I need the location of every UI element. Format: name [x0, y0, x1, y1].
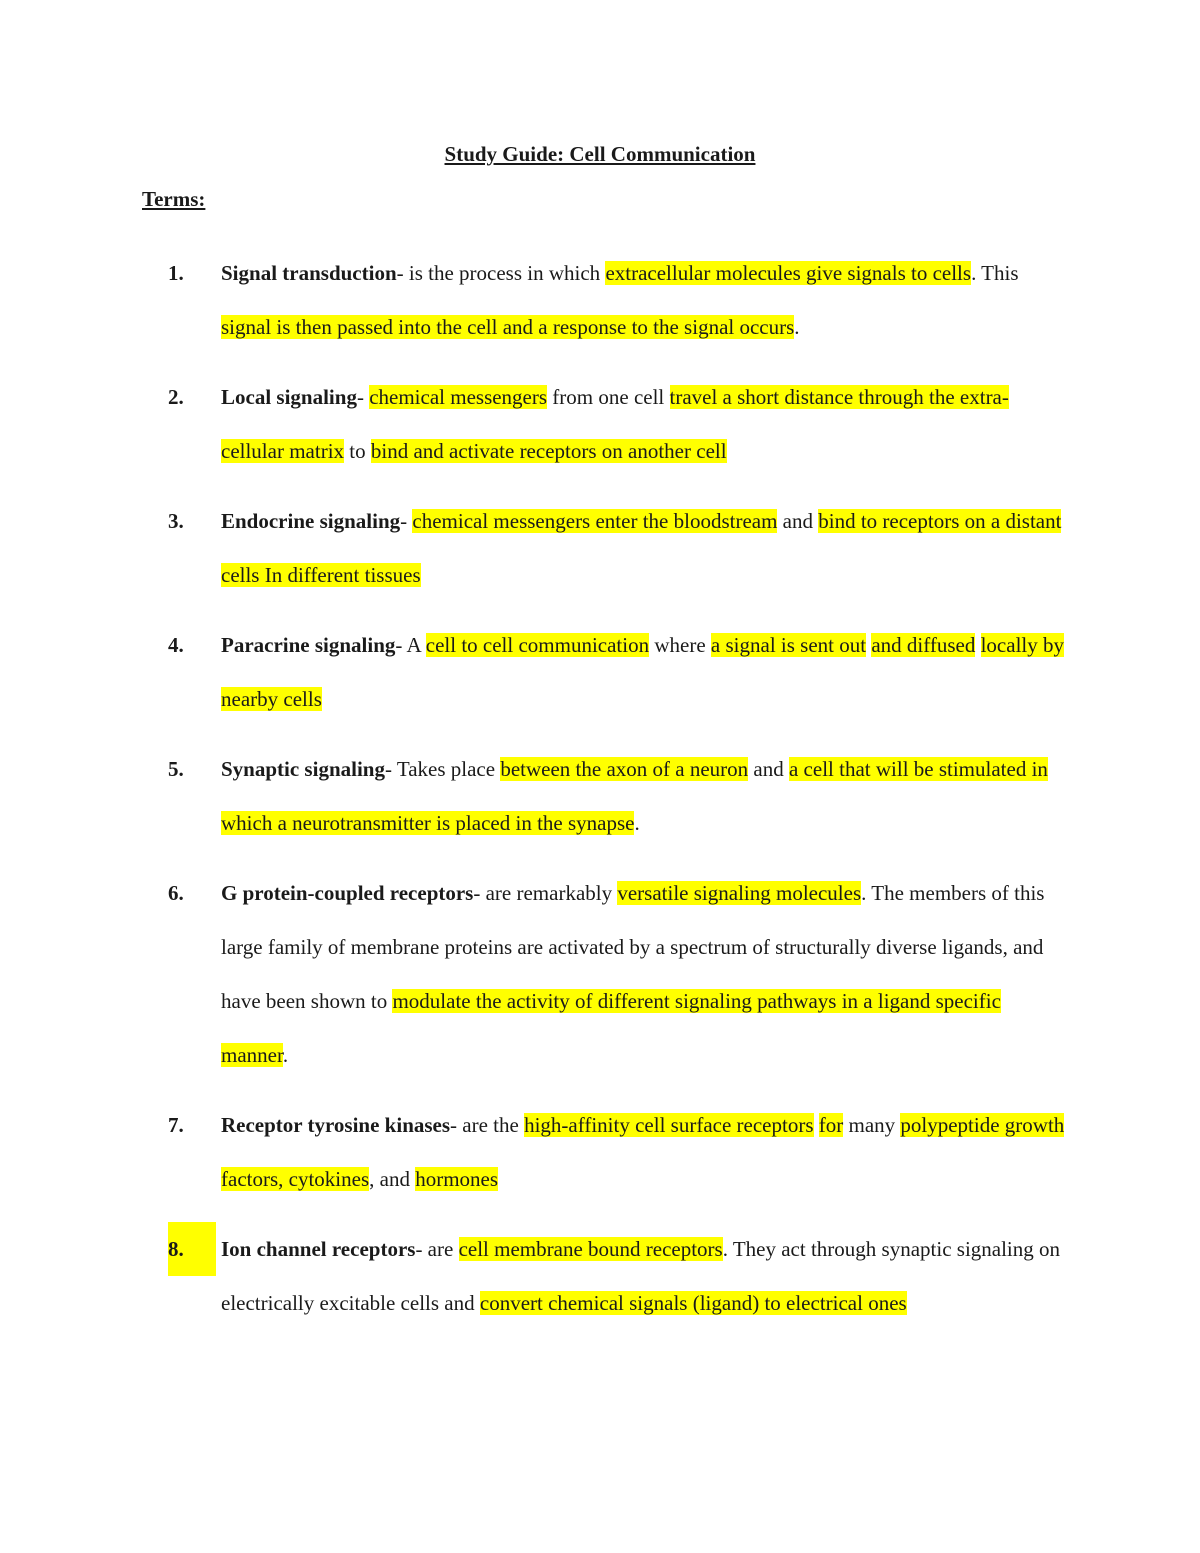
definition-text: - — [356, 385, 370, 409]
term-number: 1. — [168, 261, 184, 285]
term-name: Paracrine signaling — [221, 633, 396, 657]
term-name: Local signaling — [221, 385, 357, 409]
definition-text: to — [344, 439, 371, 463]
term-name: Synaptic signaling — [221, 757, 385, 781]
definition-text: - are — [415, 1237, 459, 1261]
definition-text: . — [634, 811, 640, 835]
highlighted-text: signal is then passed into the cell and a response to the signal occurs — [221, 315, 795, 339]
definition-text — [975, 633, 980, 657]
highlighted-text: bind and activate receptors on another cell — [370, 439, 727, 463]
highlighted-text: high-affinity cell surface receptors — [524, 1113, 814, 1137]
term-name: Receptor tyrosine kinases — [221, 1113, 451, 1137]
term-number: 2. — [168, 385, 184, 409]
definition-text: and — [748, 757, 789, 781]
definition-text: . — [794, 315, 800, 339]
highlighted-text: bind to receptors on a distant cells In different tissues — [221, 509, 1062, 587]
term-number: 5. — [168, 757, 184, 781]
highlighted-text: cell to cell communication — [425, 633, 650, 657]
definition-text: - are the — [450, 1113, 525, 1137]
highlighted-text: locally by nearby cells — [221, 633, 1064, 711]
highlighted-text: a signal is sent out — [710, 633, 867, 657]
term-number: 4. — [168, 633, 184, 657]
term-number: 8. — [168, 1222, 216, 1276]
definition-text: where — [649, 633, 711, 657]
definition-text: . This — [971, 261, 1019, 285]
term-item — [0, 494, 1200, 602]
terms-list — [0, 246, 1200, 1346]
term-name: Endocrine signaling — [221, 509, 401, 533]
page-title: Study Guide: Cell Communication — [444, 142, 756, 166]
highlighted-text: a cell that will be stimulated in which a neurotransmitter is placed in the synapse — [221, 757, 1048, 835]
highlighted-text: convert chemical signals (ligand) to electrical ones — [479, 1291, 907, 1315]
highlighted-text: modulate the activity of different signaling pathways in a ligand specific manner — [221, 989, 1001, 1067]
highlighted-text: chemical messengers — [369, 385, 548, 409]
term-number: 7. — [168, 1113, 184, 1137]
term-name: Ion channel receptors — [221, 1237, 416, 1261]
definition-text: many — [843, 1113, 901, 1137]
highlighted-text: for — [818, 1113, 844, 1137]
definition-text: - is the process in which — [396, 261, 606, 285]
term-item — [0, 370, 1200, 478]
highlighted-text: polypeptide growth factors, cytokines — [221, 1113, 1065, 1191]
highlighted-text: cell membrane bound receptors — [458, 1237, 723, 1261]
term-item — [0, 1222, 1200, 1330]
definition-text: from one cell — [547, 385, 670, 409]
definition-text: . They act through synaptic signaling on electrically excitable cells and — [221, 1237, 1061, 1315]
highlighted-text: travel a short distance through the extra-cellular matrix — [221, 385, 1009, 463]
term-item — [0, 866, 1200, 1082]
definition-text — [814, 1113, 819, 1137]
highlighted-text: extracellular molecules give signals to cells — [605, 261, 972, 285]
definition-text: . The members of this large family of membrane proteins are activated by a spectrum of structurally diverse ligands, and have been shown to — [221, 881, 1045, 1013]
definition-text: and — [777, 509, 819, 533]
definition-text: - are remarkably — [473, 881, 618, 905]
definition-text: - A — [395, 633, 426, 657]
term-item — [0, 246, 1200, 354]
section-heading-terms: Terms: — [142, 187, 206, 211]
highlighted-text: between the axon of a neuron — [500, 757, 749, 781]
term-name: Signal transduction — [221, 261, 397, 285]
highlighted-text: and diffused — [871, 633, 976, 657]
term-number: 3. — [168, 509, 184, 533]
term-item — [0, 1098, 1200, 1206]
term-number: 6. — [168, 881, 184, 905]
definition-text: , and — [369, 1167, 416, 1191]
definition-text: . — [282, 1043, 289, 1067]
definition-text: - — [400, 509, 413, 533]
term-item — [0, 742, 1200, 850]
highlighted-text: chemical messengers enter the bloodstream — [412, 509, 778, 533]
term-item — [0, 618, 1200, 726]
highlighted-text: hormones — [415, 1167, 499, 1191]
highlighted-text: versatile signaling molecules — [617, 881, 862, 905]
definition-text: - Takes place — [384, 757, 501, 781]
term-name: G protein-coupled receptors — [221, 881, 474, 905]
